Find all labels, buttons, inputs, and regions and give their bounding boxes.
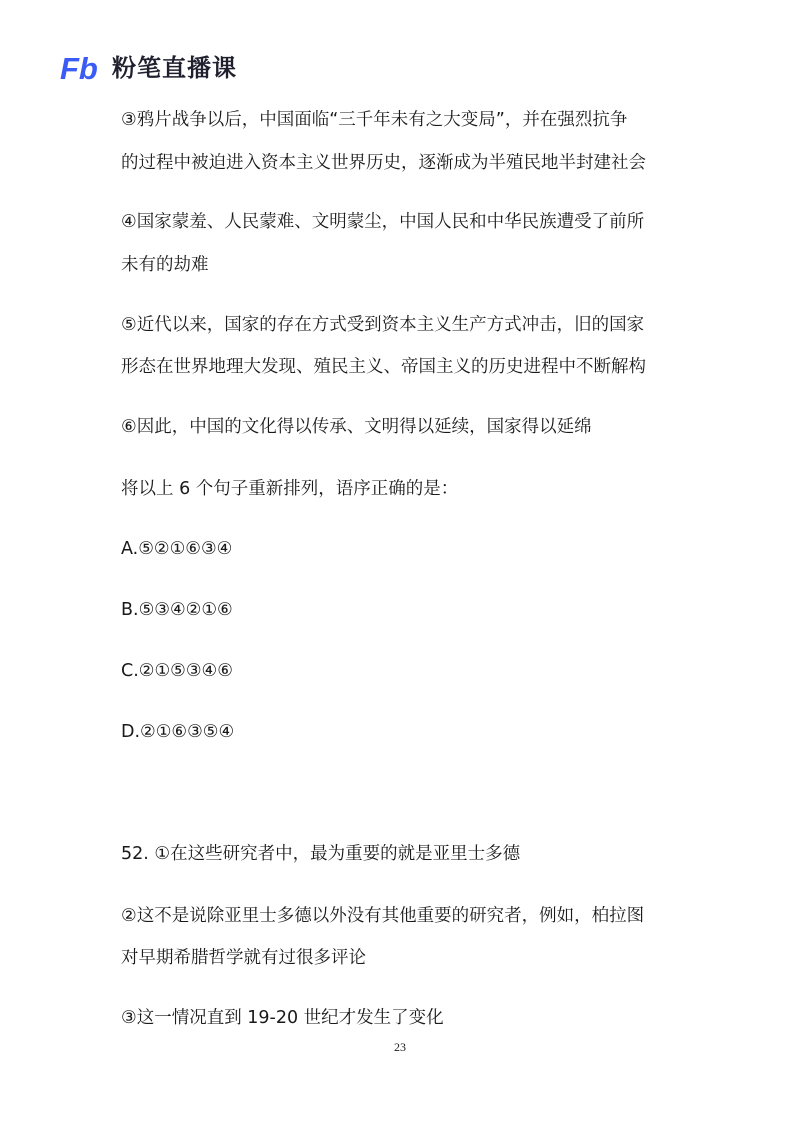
question-prompt: 将以上 6 个句子重新排列，语序正确的是： (121, 479, 459, 499)
fenbi-logo-icon (60, 52, 104, 84)
question-line: ③鸦片战争以后，中国面临“三千年未有之大变局”，并在强烈抗争 (121, 110, 628, 130)
svg-text:Fb: Fb (60, 52, 98, 84)
page-header (60, 48, 237, 88)
question-line: ④国家蒙羞、人民蒙难、文明蒙尘，中国人民和中华民族遭受了前所 (121, 212, 645, 232)
question-number-line: 52. ①在这些研究者中，最为重要的就是亚里士多德 (121, 844, 521, 864)
question-line: ⑤近代以来，国家的存在方式受到资本主义生产方式冲击，旧的国家 (121, 315, 645, 335)
question-line: 对早期希腊哲学就有过很多评论 (121, 948, 366, 968)
question-line: 的过程中被迫进入资本主义世界历史，逐渐成为半殖民地半封建社会 (121, 153, 646, 173)
answer-option-d: D.②①⑥③⑤④ (121, 722, 235, 742)
question-line: 未有的劫难 (121, 255, 209, 275)
question-line: ⑥因此，中国的文化得以传承、文明得以延续，国家得以延绵 (121, 417, 592, 437)
question-line: ②这不是说除亚里士多德以外没有其他重要的研究者，例如，柏拉图 (121, 906, 645, 926)
answer-option-c: C.②①⑤③④⑥ (121, 661, 233, 681)
answer-option-b: B.⑤③④②①⑥ (121, 600, 233, 620)
question-line: 形态在世界地理大发现、殖民主义、帝国主义的历史进程中不断解构 (121, 357, 646, 377)
question-line: ③这一情况直到 19-20 世纪才发生了变化 (121, 1008, 444, 1028)
answer-option-a: A.⑤②①⑥③④ (121, 539, 233, 559)
brand-name: 粉笔直播课 (112, 54, 237, 82)
page-number: 23 (394, 1040, 406, 1054)
